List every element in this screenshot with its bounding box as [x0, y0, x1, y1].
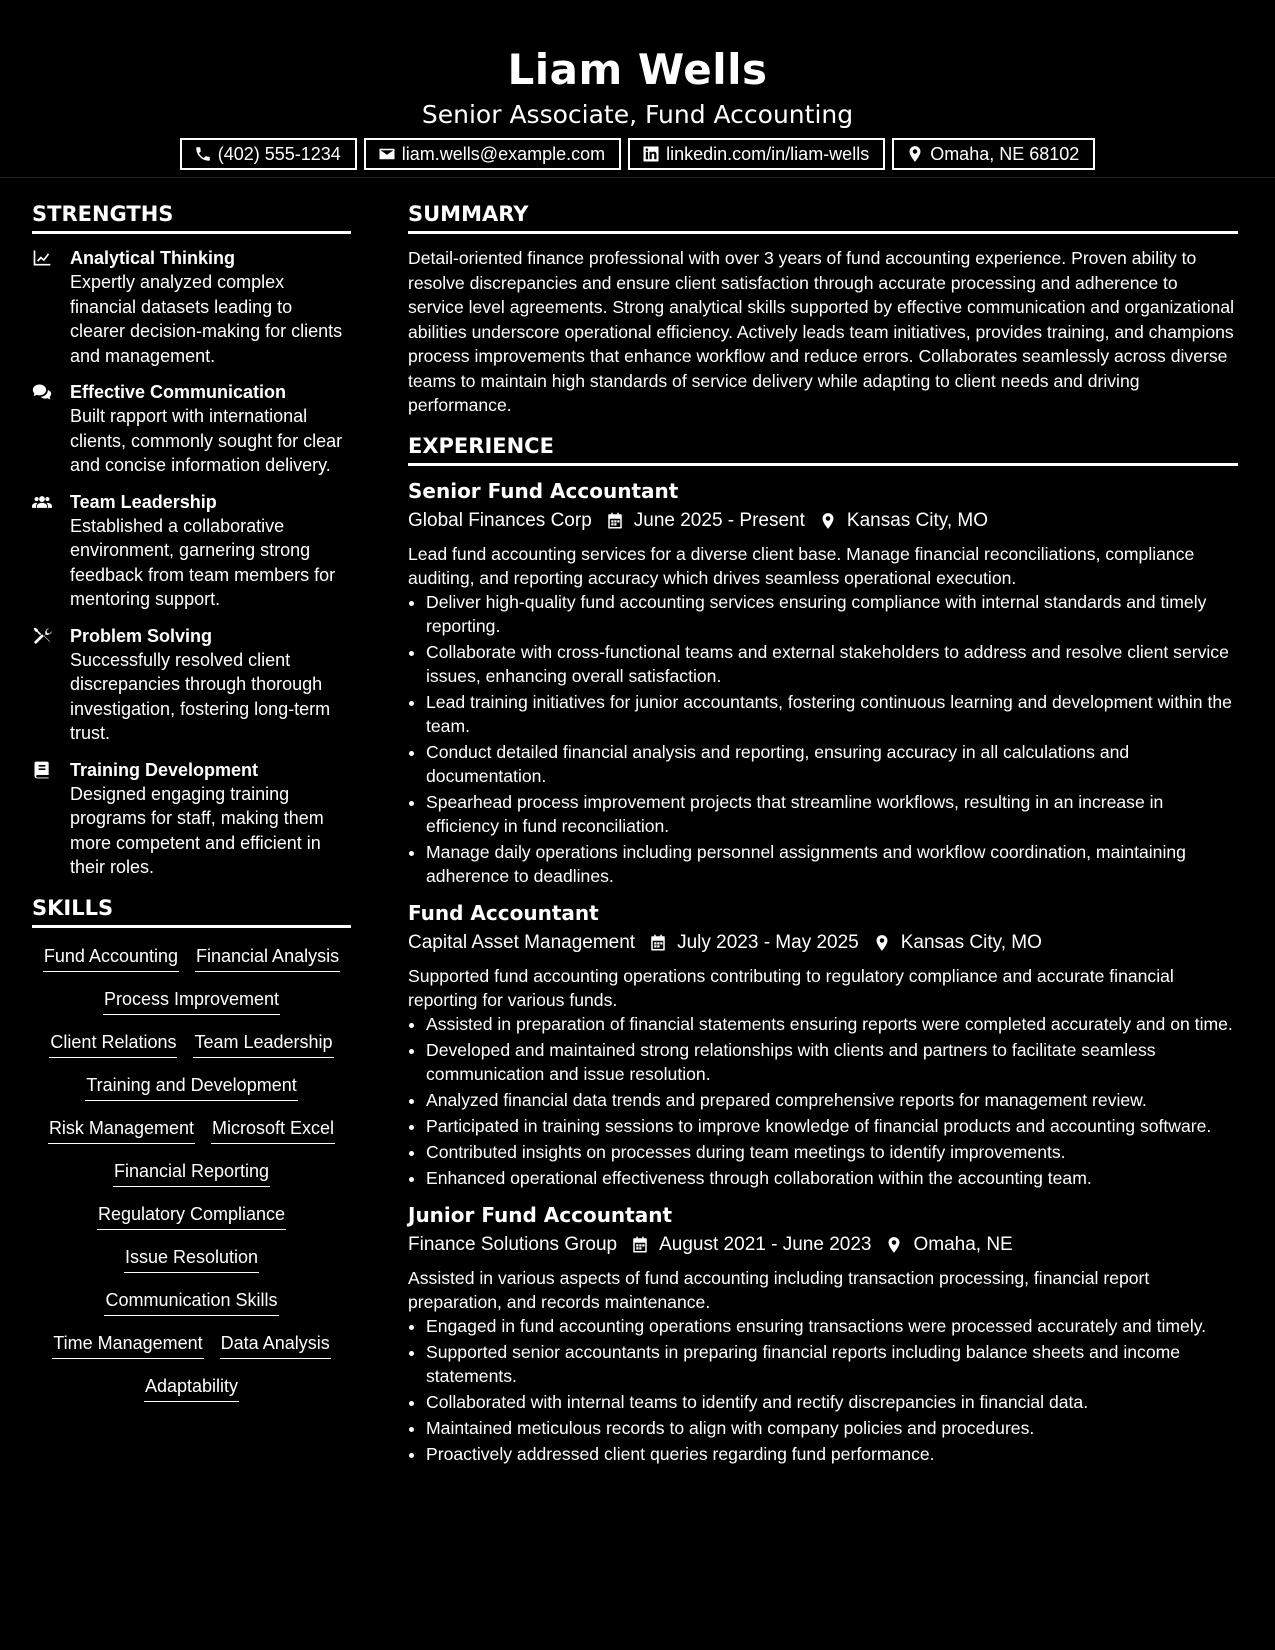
skills-heading: SKILLS — [32, 894, 351, 928]
job-bullet: • Spearhead process improvement projects that streamline workflows, resulting in an increase in efficiency in fund reconciliation. — [426, 790, 1238, 838]
candidate-title: Senior Associate, Fund Accounting — [421, 100, 854, 129]
map-pin-icon — [873, 934, 891, 952]
job-bullets — [408, 590, 1238, 888]
summary-heading: SUMMARY — [408, 200, 1238, 234]
job-bullet: • Maintained meticulous records to align with company policies and procedures. — [426, 1416, 1238, 1440]
envelope-icon — [378, 145, 396, 163]
calendar-icon — [649, 934, 667, 952]
contact-linkedin[interactable] — [628, 138, 885, 170]
job-bullet: • Lead training initiatives for junior accountants, fostering continuous learning and development within the team. — [426, 690, 1238, 738]
job-bullet: • Collaborated with internal teams to identify and rectify discrepancies in financial data. — [426, 1390, 1238, 1414]
job-bullet: • Deliver high-quality fund accounting services ensuring compliance with internal standards and timely reporting. — [426, 590, 1238, 638]
job-meta — [408, 930, 1238, 956]
job-bullet: • Conduct detailed financial analysis and reporting, ensuring accuracy in all calculations and documentation. — [426, 740, 1238, 788]
strength-item — [32, 758, 351, 880]
job-location: Kansas City, MO — [900, 931, 1042, 953]
tools-icon — [32, 626, 52, 646]
contact-location — [892, 138, 1095, 170]
summary-text: Detail-oriented finance professional with over 3 years of fund accounting experience. Proven ability to resolve discrepancies and ensure client satisfaction through accurate processing and adherence to service level agreements. Strong analytical skills supported by effective communication and organizational abilities underscore operational efficiency. Actively leads team initiatives, provides training, and champions process improvements that enhance workflow and reduce errors. Collaborates seamlessly across diverse teams to maintain high standards of service delivery while adapting to client needs and driving performance. — [408, 248, 1235, 415]
job-bullet: • Proactively addressed client queries regarding fund performance. — [426, 1442, 1238, 1466]
job-bullet: • Supported senior accountants in preparing financial reports including balance sheets and income statements. — [426, 1340, 1238, 1388]
strength-name: Effective Communication — [70, 382, 287, 402]
skill-tag: Training and Development — [85, 1073, 297, 1101]
job-bullet: • Engaged in fund accounting operations ensuring transactions were processed accurately and timely. — [426, 1314, 1238, 1338]
job-bullets — [408, 1012, 1238, 1190]
resume-header — [0, 0, 1275, 178]
skill-tag: Issue Resolution — [124, 1245, 259, 1273]
chart-line-icon — [32, 248, 52, 268]
skill-tag: Time Management — [52, 1331, 203, 1359]
job-description: Supported fund accounting operations contributing to regulatory compliance and accurate financial reporting for various funds. — [408, 965, 1174, 1010]
contact-phone[interactable] — [180, 138, 357, 170]
resume-body — [0, 178, 1275, 1478]
contact-linkedin-text: linkedin.com/in/liam-wells — [666, 144, 870, 164]
skill-tag: Client Relations — [49, 1030, 177, 1058]
job-meta — [408, 508, 1238, 534]
job-bullet: • Collaborate with cross-functional teams and external stakeholders to address and resolve client service issues, enhancing overall satisfaction. — [426, 640, 1238, 688]
job-title: Fund Accountant — [408, 900, 599, 925]
strength-item — [32, 624, 351, 746]
contact-bar — [0, 138, 1275, 170]
skills-list — [32, 940, 351, 1402]
job-bullet: • Analyzed financial data trends and prepared comprehensive reports for management review. — [426, 1088, 1238, 1112]
job-meta — [408, 1232, 1238, 1258]
strength-item — [32, 380, 351, 478]
job-title: Senior Fund Accountant — [408, 478, 679, 503]
job-bullets — [408, 1314, 1238, 1466]
contact-phone-text: (402) 555-1234 — [217, 144, 341, 164]
skill-tag: Process Improvement — [103, 987, 280, 1015]
job-location: Kansas City, MO — [846, 509, 989, 531]
candidate-name: Liam Wells — [507, 45, 768, 94]
strength-item — [32, 246, 351, 368]
job-bullet: • Participated in training sessions to improve knowledge of financial products and accounting software. — [426, 1114, 1238, 1138]
skill-tag: Fund Accounting — [43, 944, 179, 972]
right-column — [408, 200, 1238, 1478]
strength-name: Problem Solving — [70, 625, 213, 646]
strength-name: Training Development — [70, 759, 259, 780]
job-dates: June 2025 - Present — [633, 509, 805, 531]
left-column — [32, 200, 351, 1478]
job-bullet: • Assisted in preparation of financial statements ensuring reports were completed accurately and on time. — [426, 1012, 1238, 1036]
skill-tag: Data Analysis — [220, 1331, 331, 1359]
job-dates: August 2021 - June 2023 — [659, 1233, 872, 1255]
skill-tag: Regulatory Compliance — [97, 1202, 286, 1230]
job-location: Omaha, NE — [913, 1233, 1013, 1255]
job-bullet: • Manage daily operations including personnel assignments and workflow coordination, maintaining adherence to deadlines. — [426, 840, 1238, 888]
job-company: Capital Asset Management — [408, 931, 636, 953]
strength-desc: Expertly analyzed complex financial datasets leading to clearer decision-making for clients and management. — [70, 272, 343, 366]
skill-tag: Risk Management — [48, 1116, 195, 1144]
job-description: Lead fund accounting services for a diverse client base. Manage financial reconciliations, compliance auditing, and reporting accuracy which drives seamless operational execution. — [408, 543, 1195, 588]
users-icon — [32, 492, 52, 512]
contact-email[interactable] — [364, 138, 621, 170]
experience-heading: EXPERIENCE — [408, 432, 1238, 466]
job-description: Assisted in various aspects of fund accounting including transaction processing, financial report preparation, and records maintenance. — [408, 1267, 1150, 1312]
strength-desc: Built rapport with international clients, commonly sought for clear and concise information delivery. — [70, 406, 343, 475]
strength-desc: Designed engaging training programs for staff, making them more competent and efficient in their roles. — [70, 783, 324, 877]
calendar-icon — [631, 1236, 649, 1254]
skill-tag: Team Leadership — [193, 1030, 333, 1058]
chat-bubbles-icon — [32, 382, 52, 402]
map-pin-icon — [819, 512, 837, 530]
job-dates: July 2023 - May 2025 — [677, 931, 859, 953]
map-pin-icon — [906, 145, 924, 163]
skill-tag: Financial Analysis — [195, 944, 340, 972]
calendar-icon — [606, 512, 624, 530]
job-bullet: • Contributed insights on processes during team meetings to identify improvements. — [426, 1140, 1238, 1164]
contact-email-text: liam.wells@example.com — [401, 144, 606, 164]
job-bullet: • Enhanced operational effectiveness through collaboration within the accounting team. — [426, 1166, 1238, 1190]
strength-item — [32, 490, 351, 612]
job-company: Global Finances Corp — [408, 509, 592, 531]
skill-tag: Communication Skills — [104, 1288, 278, 1316]
skill-tag: Microsoft Excel — [211, 1116, 335, 1144]
phone-icon — [194, 145, 212, 163]
map-pin-icon — [885, 1236, 903, 1254]
contact-location-text: Omaha, NE 68102 — [930, 144, 1080, 164]
strength-name: Analytical Thinking — [70, 248, 236, 268]
job-entry — [408, 900, 1238, 1190]
strength-desc: Successfully resolved client discrepancies through thorough investigation, fostering long-term trust. — [70, 649, 331, 743]
book-icon — [32, 760, 52, 780]
strength-name: Team Leadership — [70, 491, 217, 512]
strengths-heading: STRENGTHS — [32, 200, 351, 234]
job-entry — [408, 478, 1238, 888]
job-entry — [408, 1202, 1238, 1466]
job-company: Finance Solutions Group — [408, 1233, 618, 1255]
strength-desc: Established a collaborative environment, garnering strong feedback from team members for mentoring support. — [70, 515, 336, 609]
skill-tag: Adaptability — [144, 1374, 239, 1402]
job-title: Junior Fund Accountant — [408, 1202, 673, 1227]
skill-tag: Financial Reporting — [113, 1159, 270, 1187]
linkedin-icon — [642, 145, 660, 163]
job-bullet: • Developed and maintained strong relationships with clients and partners to facilitate seamless communication and issue resolution. — [426, 1038, 1238, 1086]
